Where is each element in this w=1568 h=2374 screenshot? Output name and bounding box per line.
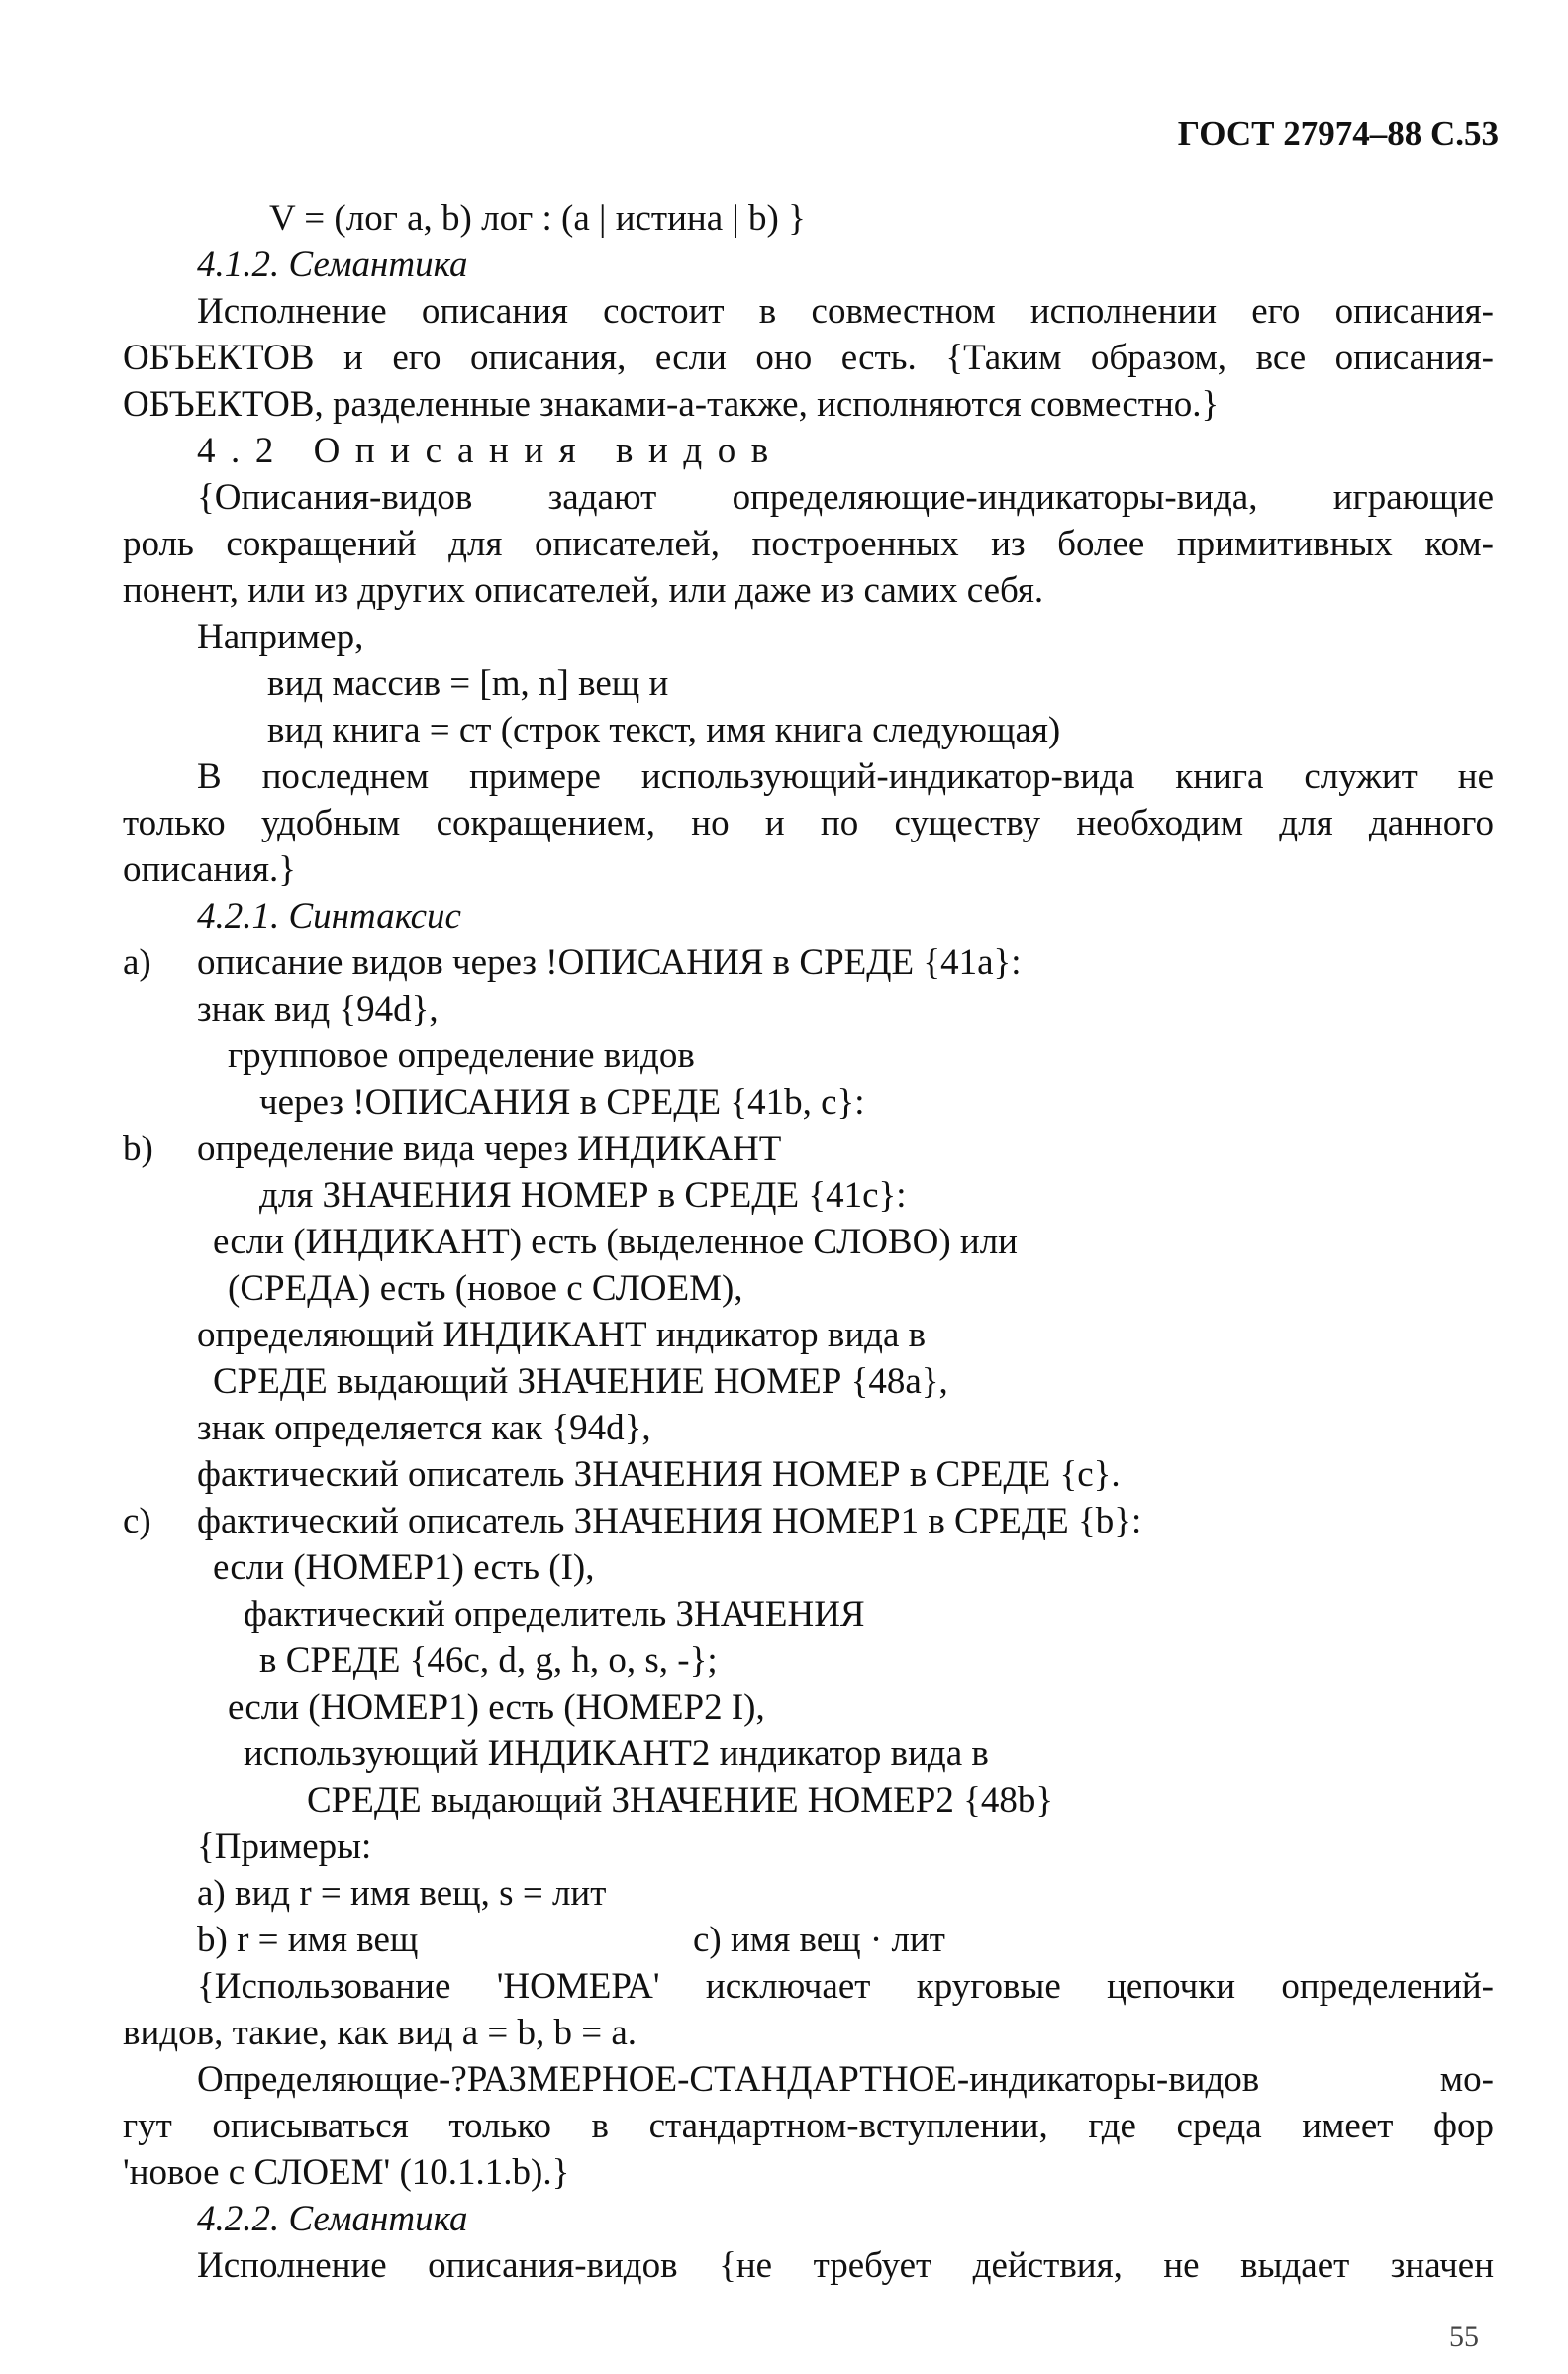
paragraph-line: ОБЪЕКТОВ и его описания, если оно есть. {Таким образом, все описания- [123, 338, 1494, 378]
paragraph-line: ОБЪЕКТОВ, разделенные знаками-а-также, исполняются совместно.} [123, 384, 1220, 425]
paragraph-line: роль сокращений для описателей, построенных из более примитивных ком- [123, 524, 1494, 564]
rule-line: если (НОМЕР1) есть (НОМЕР2 I), [228, 1687, 765, 1728]
paragraph-line: Например, [197, 617, 364, 657]
rule-label-a: a) [123, 942, 151, 983]
section-heading-mode-declarations: 4.2 Описания видов [197, 431, 784, 471]
example-line: вид массив = [m, n] вещ и [267, 663, 669, 704]
rule-line: если (ИНДИКАНТ) есть (выделенное СЛОВО) или [213, 1222, 1018, 1262]
section-heading-syntax: 4.2.1. Синтаксис [197, 896, 461, 937]
section-heading-semantics-2: 4.2.2. Семантика [197, 2199, 468, 2239]
paragraph-line: видов, такие, как вид a = b, b = a. [123, 2013, 637, 2053]
rule-line: фактический описатель ЗНАЧЕНИЯ НОМЕР1 в СРЕДЕ {b}: [197, 1501, 1142, 1541]
rule-line: знак определяется как {94d}, [197, 1408, 651, 1448]
example-line: a) вид r = имя вещ, s = лит [197, 1873, 607, 1914]
example-line: вид книга = ст (строк текст, имя книга следующая) [267, 710, 1061, 750]
rule-line: если (НОМЕР1) есть (I), [213, 1547, 595, 1588]
rule-line: фактический описатель ЗНАЧЕНИЯ НОМЕР в СРЕДЕ {c}. [197, 1454, 1121, 1495]
rule-line: в СРЕДЕ {46c, d, g, h, o, s, -}; [259, 1640, 718, 1681]
rule-line: (СРЕДА) есть (новое с СЛОЕМ), [228, 1268, 743, 1309]
section-heading-semantics: 4.1.2. Семантика [197, 245, 468, 285]
paragraph-line: {Описания-видов задают определяющие-индикаторы-вида, играющие [197, 477, 1494, 518]
rule-label-c: c) [123, 1501, 151, 1541]
page-number: 55 [1449, 2321, 1479, 2353]
rule-line: групповое определение видов [228, 1036, 695, 1076]
paragraph-line: понент, или из других описателей, или даже из самих себя. [123, 570, 1044, 611]
paragraph-line: В последнем примере использующий-индикатор-вида книга служит не [197, 756, 1494, 797]
rule-line: СРЕДЕ выдающий ЗНАЧЕНИЕ НОМЕР {48a}, [213, 1361, 948, 1402]
rule-line: определяющий ИНДИКАНТ индикатор вида в [197, 1315, 927, 1355]
paragraph-line: Определяющие-?РАЗМЕРНОЕ-СТАНДАРТНОЕ-индикаторы-видов мо- [197, 2059, 1494, 2100]
rule-line: описание видов через !ОПИСАНИЯ в СРЕДЕ {41a}: [197, 942, 1022, 983]
paragraph-line: гут описываться только в стандартном-вступлении, где среда имеет фор [123, 2106, 1494, 2146]
paragraph-line: Исполнение описания-видов {не требует действия, не выдает значен [197, 2245, 1494, 2286]
rule-line: СРЕДЕ выдающий ЗНАЧЕНИЕ НОМЕР2 {48b} [307, 1780, 1054, 1821]
rule-line: определение вида через ИНДИКАНТ [197, 1129, 782, 1169]
rule-line: фактический определитель ЗНАЧЕНИЯ [244, 1594, 865, 1634]
rule-line: через !ОПИСАНИЯ в СРЕДЕ {41b, c}: [259, 1082, 865, 1123]
example-line: c) имя вещ · лит [693, 1920, 945, 1960]
paragraph-line: 'новое с СЛОЕМ' (10.1.1.b).} [123, 2152, 570, 2193]
paragraph-line: только удобным сокращением, но и по существу необходим для данного [123, 803, 1494, 843]
formula-line: V = (лог a, b) лог : (a | истина | b) } [269, 198, 806, 239]
example-line: b) r = имя вещ [197, 1920, 419, 1960]
paragraph-line: Исполнение описания состоит в совместном исполнении его описания- [197, 291, 1494, 332]
paragraph-line: описания.} [123, 849, 297, 890]
page-header-standard: ГОСТ 27974–88 С.53 [1177, 114, 1499, 152]
rule-line: знак вид {94d}, [197, 989, 439, 1030]
rule-line: использующий ИНДИКАНТ2 индикатор вида в [244, 1733, 989, 1774]
rule-label-b: b) [123, 1129, 153, 1169]
examples-heading: {Примеры: [197, 1827, 372, 1867]
rule-line: для ЗНАЧЕНИЯ НОМЕР в СРЕДЕ {41c}: [259, 1175, 907, 1216]
paragraph-line: {Использование 'НОМЕРА' исключает круговые цепочки определений- [197, 1966, 1494, 2007]
